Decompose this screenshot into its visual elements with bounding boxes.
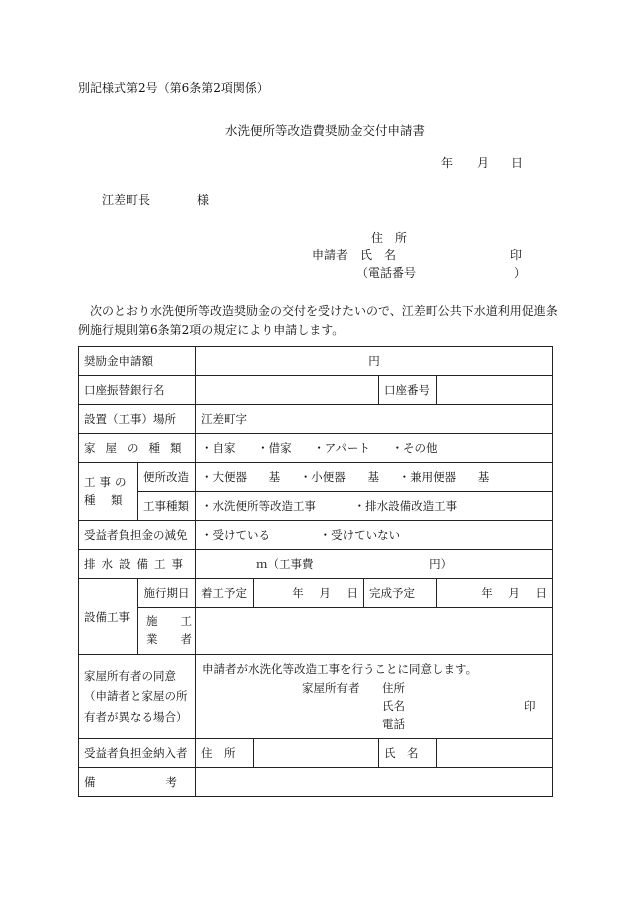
row-payer [79, 739, 553, 768]
grant-amount-label: 奨励金申請額 [79, 347, 196, 376]
drainage-label: 排水設備工事 [79, 550, 196, 579]
date-year: 年 [441, 156, 454, 170]
remarks-label-text: 備考 [84, 775, 247, 789]
row-location [79, 405, 553, 434]
work-kind-label: 工事種類 [138, 492, 196, 521]
grant-amount-field[interactable] [196, 347, 553, 376]
row-contractor [79, 608, 553, 655]
applicant-role-label: 申請者 [312, 248, 349, 262]
payer-name-field[interactable] [437, 739, 553, 768]
house-type-label: 家屋の種類 [79, 434, 196, 463]
application-table [78, 346, 553, 797]
date-day: 日 [511, 156, 524, 170]
row-work-type-toilet [79, 463, 553, 492]
consent-statement: 申請者が水洗化等改造工事を行うことに同意します。 [202, 662, 478, 676]
option-drainage-work[interactable]: ・排水設備改造工事 [353, 499, 458, 513]
row-schedule [79, 579, 553, 608]
cost-unit: 円） [429, 557, 453, 571]
bank-name-label: 口座振替銀行名 [79, 376, 196, 405]
period-label: 施行期日 [138, 579, 196, 608]
owner-label: 家屋所有者 [302, 681, 360, 695]
addressee-honorific: 様 [197, 193, 210, 207]
unit-count-2: 基 [367, 470, 379, 484]
applicant-seal: 印 [510, 248, 523, 262]
option-combined-toilet[interactable]: ・兼用便器 [398, 470, 457, 484]
row-drainage [79, 550, 553, 579]
yen-unit: 円 [368, 354, 380, 368]
intro-line-2: 例施行規則第6条第2項の規定により申請します。 [78, 323, 345, 337]
owner-address-label: 住所 [382, 681, 405, 695]
row-remarks [79, 768, 553, 797]
document-title: 水洗便所等改造費奨励金交付申請書 [225, 123, 426, 138]
option-western-toilet[interactable]: ・大便器 [201, 470, 247, 484]
work-kind-options [196, 492, 553, 521]
row-bank [79, 376, 553, 405]
account-number-field[interactable] [437, 376, 553, 405]
option-flush-toilet-work[interactable]: ・水洗便所等改造工事 [201, 499, 316, 513]
row-exemption [79, 521, 553, 550]
option-urinal[interactable]: ・小便器 [299, 470, 346, 484]
addressee: 江差町長 [102, 193, 151, 207]
option-other[interactable]: ・その他 [391, 441, 438, 455]
unit-count-3: 基 [477, 470, 490, 484]
unit-count-1: 基 [268, 470, 281, 484]
bank-name-field[interactable] [196, 376, 379, 405]
payer-name-label: 氏 名 [379, 739, 437, 768]
payer-address-field[interactable] [254, 739, 379, 768]
option-own-house[interactable]: ・自家 [201, 441, 236, 455]
toilet-renovation-label: 便所改造 [138, 463, 196, 492]
finish-date-field[interactable]: 年 月 日 [437, 579, 553, 608]
applicant-phone-close: ） [514, 266, 527, 280]
drainage-field[interactable] [196, 550, 553, 579]
remarks-label [79, 768, 247, 797]
meter-unit: ｍ（工事費 [256, 557, 314, 571]
house-type-options [196, 434, 553, 463]
applicant-address-label: 住 所 [371, 231, 408, 245]
owner-consent-label: 家屋所有者の同意 （申請者と家屋の所 有者が異なる場合） [79, 655, 196, 739]
row-work-type-kind [79, 492, 553, 521]
remarks-field[interactable] [196, 768, 553, 797]
row-owner-consent [79, 655, 553, 739]
intro-line-1: 次のとおり水洗便所等改造奨励金の交付を受けたいので、江差町公共下水道利用促進条 [90, 304, 558, 318]
location-label: 設置（工事）場所 [79, 405, 196, 434]
finish-label: 完成予定 [364, 579, 437, 608]
form-number: 別記様式第2号（第6条第2項関係） [78, 81, 269, 95]
start-label: 着工予定 [196, 579, 254, 608]
option-apartment[interactable]: ・アパート [313, 441, 370, 455]
applicant-name-label: 氏 名 [360, 248, 397, 262]
exemption-options [196, 521, 553, 550]
owner-consent-field[interactable] [196, 655, 553, 739]
contractor-label: 施 工 業 者 [138, 608, 196, 655]
option-receiving[interactable]: ・受けている [201, 528, 270, 542]
work-type-group-label: 工事の 種 類 [79, 463, 138, 521]
contractor-field[interactable] [196, 608, 553, 655]
applicant-phone-label: （電話番号 [356, 266, 417, 280]
start-date-field[interactable]: 年 月 日 [254, 579, 364, 608]
owner-seal: 印 [524, 699, 536, 713]
equipment-work-label: 設備工事 [79, 579, 138, 655]
row-grant-amount [79, 347, 553, 376]
owner-name-label: 氏名 [382, 699, 405, 713]
account-number-label: 口座番号 [379, 376, 437, 405]
payer-address-label: 住 所 [196, 739, 254, 768]
exemption-label: 受益者負担金の減免 [79, 521, 196, 550]
toilet-options [196, 463, 553, 492]
payer-label: 受益者負担金納入者 [79, 739, 196, 768]
row-house-type [79, 434, 553, 463]
option-not-receiving[interactable]: ・受けていない [319, 528, 401, 542]
date-month: 月 [477, 156, 490, 170]
option-rented-house[interactable]: ・借家 [257, 441, 292, 455]
owner-phone-label: 電話 [382, 717, 405, 731]
location-field[interactable]: 江差町字 [196, 405, 553, 434]
